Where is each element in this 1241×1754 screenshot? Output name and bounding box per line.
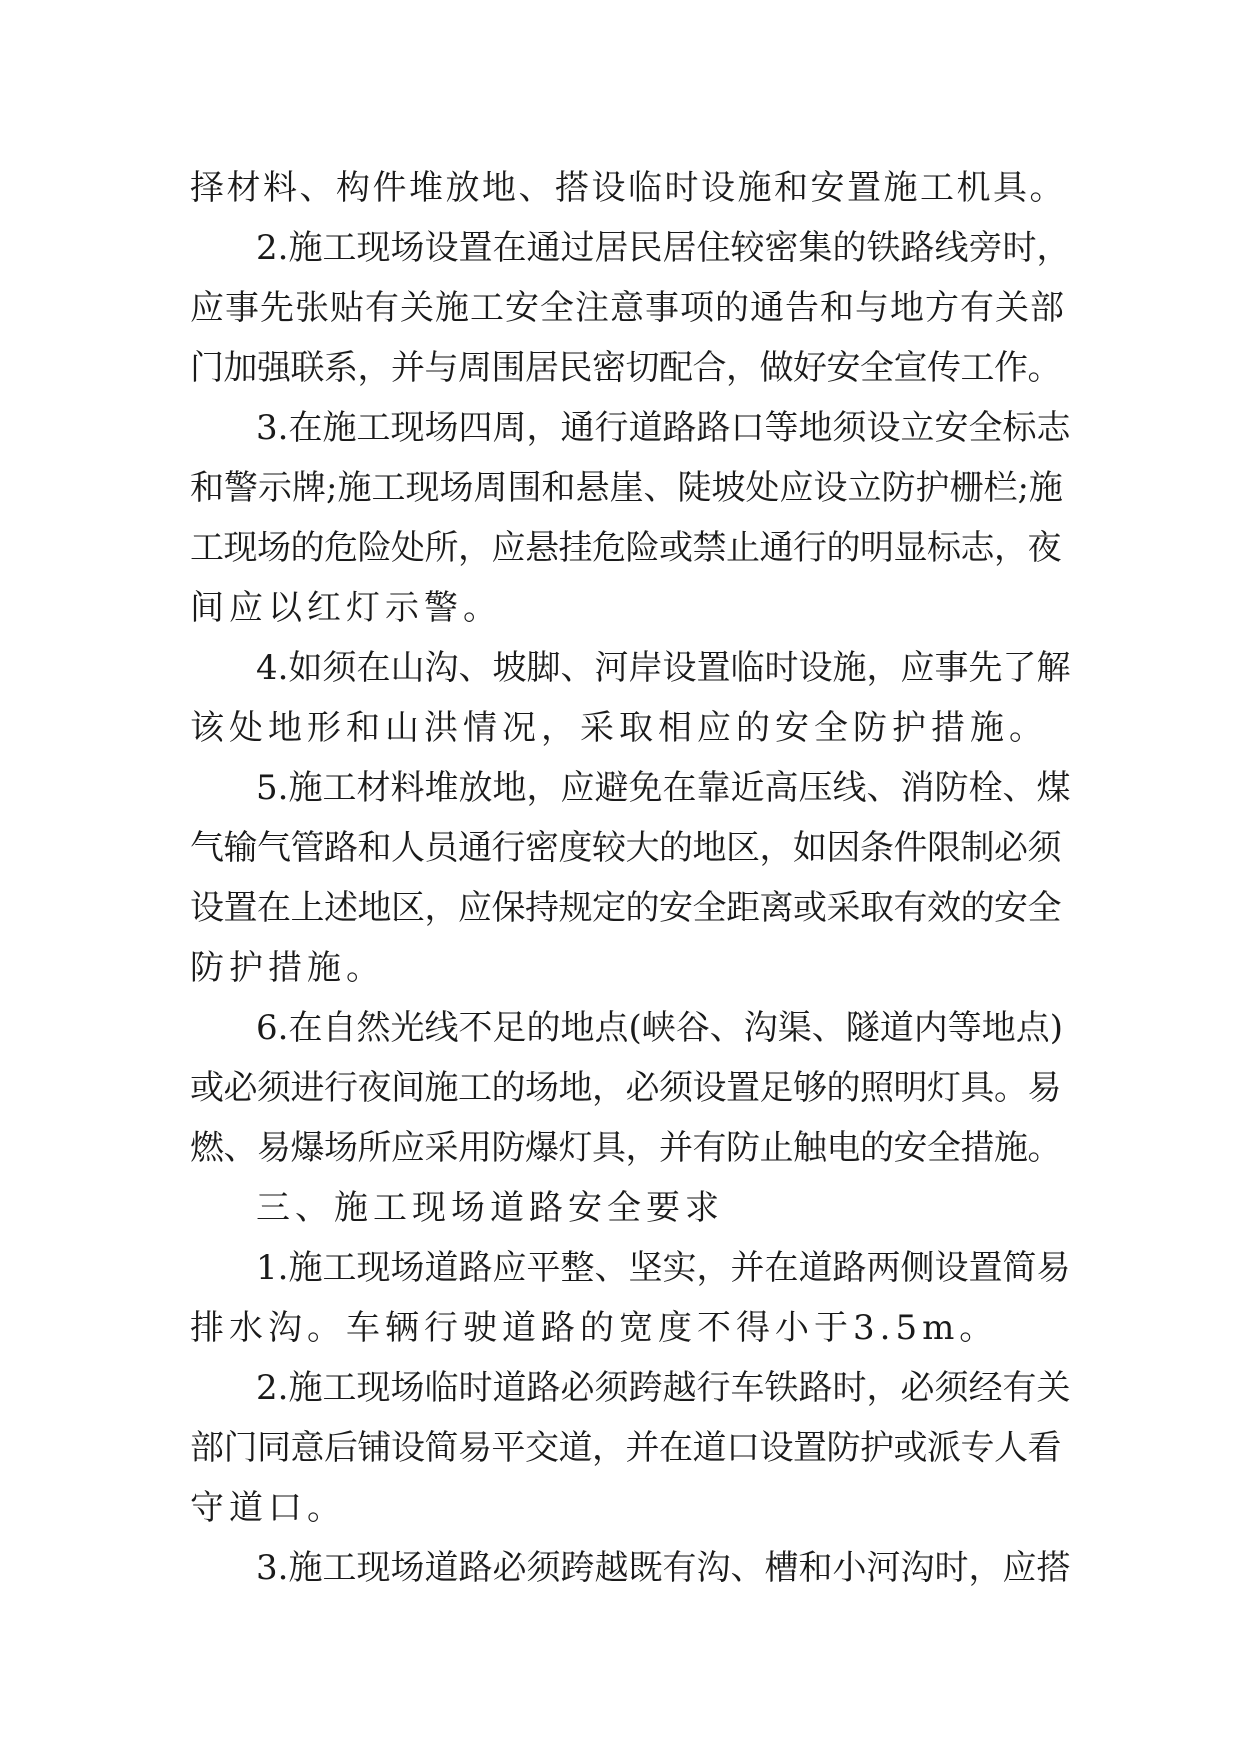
text-line: 该处地形和山洪情况，采取相应的安全防护措施。 <box>190 708 1048 748</box>
text-line: 择材料、构件堆放地、搭设临时设施和安置施工机具。 <box>190 168 1066 208</box>
body-text <box>190 158 1070 1598</box>
text-line: 5.施工材料堆放地，应避免在靠近高压线、消防栓、煤 <box>256 768 1070 808</box>
text-line: 应事先张贴有关施工安全注意事项的通告和与地方有关部 <box>190 288 1065 328</box>
text-line: 6.在自然光线不足的地点(峡谷、沟渠、隧道内等地点) <box>256 1008 1063 1048</box>
text-line: 3.施工现场道路必须跨越既有沟、槽和小河沟时，应搭 <box>256 1548 1070 1588</box>
text-line: 设置在上述地区，应保持规定的安全距离或采取有效的安全 <box>190 888 1061 928</box>
text-line: 3.在施工现场四周，通行道路路口等地须设立安全标志 <box>256 408 1070 448</box>
text-line: 和警示牌;施工现场周围和悬崖、陡坡处应设立防护栅栏;施 <box>190 468 1063 508</box>
section-heading: 三、施工现场道路安全要求 <box>256 1188 724 1228</box>
text-line: 2.施工现场设置在通过居民居住较密集的铁路线旁时， <box>256 228 1070 268</box>
text-line: 2.施工现场临时道路必须跨越行车铁路时，必须经有关 <box>256 1368 1070 1408</box>
text-line: 或必须进行夜间施工的场地，必须设置足够的照明灯具。易 <box>190 1068 1061 1108</box>
text-line: 1.施工现场道路应平整、坚实，并在道路两侧设置简易 <box>256 1248 1070 1288</box>
text-line: 排水沟。车辆行驶道路的宽度不得小于3.5m。 <box>190 1308 999 1348</box>
text-line: 工现场的危险处所，应悬挂危险或禁止通行的明显标志，夜 <box>190 528 1061 568</box>
text-line: 气输气管路和人员通行密度较大的地区，如因条件限制必须 <box>190 828 1061 868</box>
text-line: 部门同意后铺设简易平交道，并在道口设置防护或派专人看 <box>190 1428 1061 1468</box>
text-line: 燃、易爆场所应采用防爆灯具，并有防止触电的安全措施。 <box>190 1128 1061 1168</box>
text-line: 门加强联系，并与周围居民密切配合，做好安全宣传工作。 <box>190 348 1061 388</box>
text-line: 间应以红灯示警。 <box>190 588 502 628</box>
text-line: 守道口。 <box>190 1488 346 1528</box>
text-line: 防护措施。 <box>190 948 385 988</box>
text-line: 4.如须在山沟、坡脚、河岸设置临时设施，应事先了解 <box>256 648 1070 688</box>
